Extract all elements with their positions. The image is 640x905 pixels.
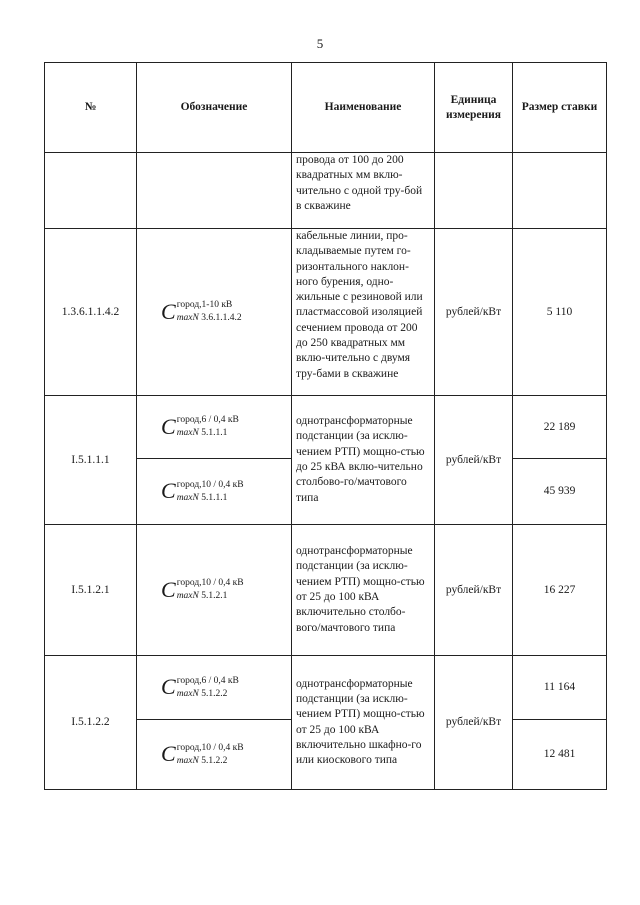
tariff-symbol: C город,10 / 0,4 кВ maxN 5.1.2.2: [161, 741, 244, 767]
cell-designation: [137, 459, 292, 525]
header-row: [45, 63, 607, 153]
cell-designation: [137, 229, 292, 396]
header-designation: Обозначение: [137, 63, 292, 153]
symbol-subscript-number: 3.6.1.1.4.2: [198, 313, 242, 324]
cell-designation: [137, 525, 292, 656]
cell-rate: 5 110: [513, 229, 607, 396]
cell-no: I.5.1.2.2: [45, 656, 137, 790]
symbol-superscript: город,10 / 0,4 кВ: [176, 479, 244, 490]
cell-name: однотрансформаторные подстанции (за исклю-чением РТП) мощно-стью до 25 кВА вклю-чительно столбово-го/мачтового типа: [292, 396, 435, 525]
symbol-subscript-number: 5.1.2.2: [198, 688, 228, 699]
cell-no: 1.3.6.1.1.4.2: [45, 229, 137, 396]
page-number: 5: [316, 36, 324, 51]
cell-rate: 11 164: [513, 656, 607, 720]
tariff-symbol: C город,1-10 кВ maxN 3.6.1.1.4.2: [161, 298, 242, 324]
symbol-superscript: город,10 / 0,4 кВ: [176, 578, 244, 589]
symbol-subscript-italic: maxN: [176, 591, 199, 602]
cell-no: I.5.1.1.1: [45, 396, 137, 525]
tariff-symbol: C город,10 / 0,4 кВ maxN 5.1.1.1: [161, 478, 244, 504]
table-row: [45, 153, 607, 229]
cell-name: однотрансформаторные подстанции (за исклю-чением РТП) мощно-стью от 25 до 100 кВА включительно столбо-вого/мачтового типа: [292, 525, 435, 656]
cell-name: однотрансформаторные подстанции (за исклю-чением РТП) мощно-стью от 25 до 100 кВА включительно шкафно-го или киоскового типа: [292, 656, 435, 790]
header-unit: Единица измерения: [435, 63, 513, 153]
cell-designation: [137, 656, 292, 720]
cell-rate: 45 939: [513, 459, 607, 525]
cell-rate: [513, 153, 607, 229]
symbol-subscript-number: 5.1.1.1: [198, 428, 228, 439]
tariff-symbol: C город,10 / 0,4 кВ maxN 5.1.2.1: [161, 576, 244, 602]
cell-rate: 12 481: [513, 720, 607, 790]
tariff-symbol: C город,6 / 0,4 кВ maxN 5.1.1.1: [161, 413, 239, 439]
cell-designation: [137, 720, 292, 790]
symbol-superscript: город,6 / 0,4 кВ: [176, 675, 239, 686]
header-name: Наименование: [292, 63, 435, 153]
symbol-subscript-italic: maxN: [176, 313, 199, 324]
header-rate: Размер ставки: [513, 63, 607, 153]
cell-unit: рублей/кВт: [435, 396, 513, 525]
cell-no: I.5.1.2.1: [45, 525, 137, 656]
symbol-subscript-number: 5.1.2.1: [198, 591, 228, 602]
cell-rate: 16 227: [513, 525, 607, 656]
symbol-subscript-italic: maxN: [176, 755, 199, 766]
symbol-subscript-italic: maxN: [176, 688, 199, 699]
table-row: [45, 525, 607, 656]
tariff-symbol: C город,6 / 0,4 кВ maxN 5.1.2.2: [161, 674, 239, 700]
table-row: [45, 396, 607, 459]
cell-name: кабельные линии, про-кладываемые путем го-ризонтального наклон-ного бурения, одно-жильные с резиновой или пластмассовой изоляцией сечением провода от 200 до 250 квадратных мм вклю-чительно с двумя тру-бами в скважине: [292, 229, 435, 396]
cell-designation: [137, 396, 292, 459]
cell-name: провода от 100 до 200 квадратных мм вклю-чительно с одной тру-бой в скважине: [292, 153, 435, 229]
symbol-subscript-italic: maxN: [176, 428, 199, 439]
cell-unit: [435, 153, 513, 229]
table-row: [45, 656, 607, 720]
cell-unit: рублей/кВт: [435, 656, 513, 790]
symbol-superscript: город,1-10 кВ: [176, 300, 233, 311]
cell-unit: рублей/кВт: [435, 229, 513, 396]
cell-designation: [137, 153, 292, 229]
symbol-subscript-number: 5.1.1.1: [198, 492, 228, 503]
header-no: №: [45, 63, 137, 153]
table-row: [45, 229, 607, 396]
symbol-subscript-italic: maxN: [176, 492, 199, 503]
cell-no: [45, 153, 137, 229]
symbol-superscript: город,10 / 0,4 кВ: [176, 742, 244, 753]
cell-rate: 22 189: [513, 396, 607, 459]
cell-unit: рублей/кВт: [435, 525, 513, 656]
tariff-table: [44, 62, 607, 790]
symbol-superscript: город,6 / 0,4 кВ: [176, 415, 239, 426]
symbol-subscript-number: 5.1.2.2: [198, 755, 228, 766]
